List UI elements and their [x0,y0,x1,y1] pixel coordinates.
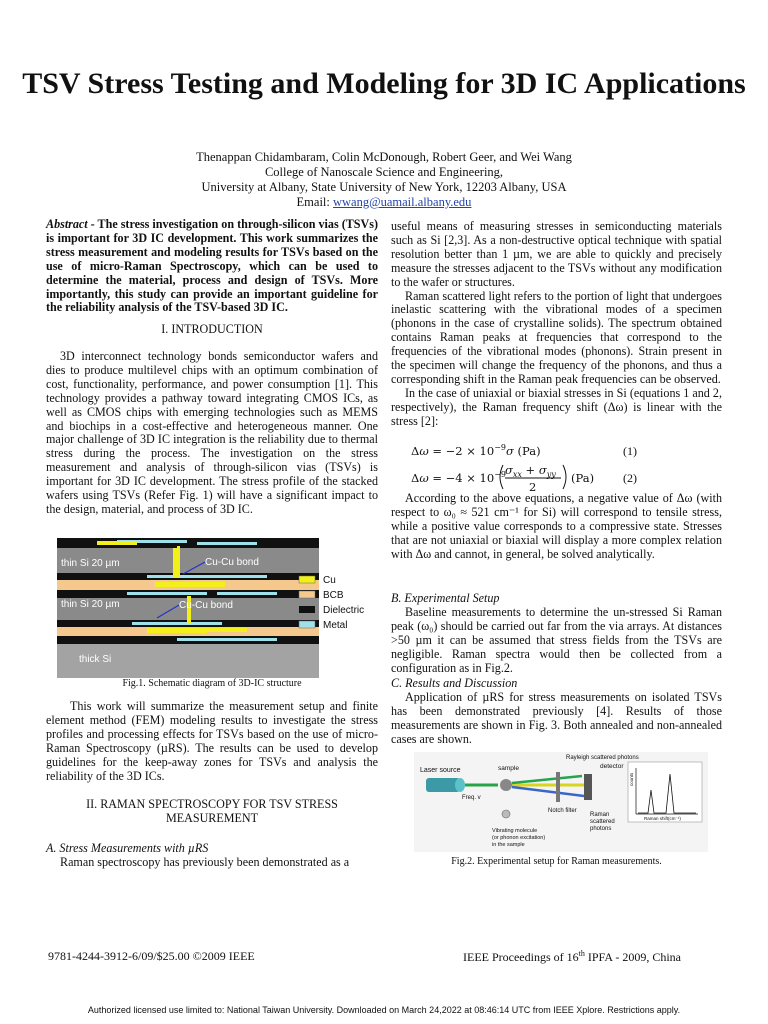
metal-line [217,592,277,595]
intro-paragraph-1 [46,350,378,517]
subsection-c-text: Application of µRS for stress measurements on isolated TSVs has been demonstrated previously [4]. Results of those measurements are shown in Fig. 3. Both annealed and non-annealed cases are shown. [391,690,722,746]
abstract-text: The stress investigation on through-silicon vias (TSVs) is important for 3D IC development. This work summarizes the stress measurement and modeling results for TSVs based on the use of micro-Raman Spectroscopy, which can be used to determine the material, process and design of TSVs. More importantly, this study can provide an important guideline for the reliability analysis of the TSV-based 3D IC. [46,217,378,315]
legend-swatch-dielectric [299,606,315,613]
footer-proceedings [463,949,681,965]
laser-label: Laser source [420,767,461,774]
rayleigh-label: Rayleigh scattered photons [566,755,639,761]
equation-1: $\Delta\omega = -2 \times 10^{-9}\sigma$ (Pa) [411,443,541,458]
metal-line [177,638,277,641]
section-2-heading [46,798,378,826]
equation-2: $\Delta\omega = -4 \times 10^{-9}$ [411,470,506,485]
label-cu-bond-1: Cu-Cu bond [205,557,259,568]
author-block [0,150,768,210]
figure-1-caption: Fig.1. Schematic diagram of 3D-IC structure [122,678,302,689]
right-p3-text: In the case of uniaxial or biaxial stresses in Si (equations 1 and 2, respectively), the Raman frequency shift (Δω) is linear with the stress [2]: [391,385,722,428]
paper-title: TSV Stress Testing and Modeling for 3D IC Applications [22,67,746,100]
vibrating-molecule-icon [502,810,510,818]
intro-p2-text: This work will summarize the measurement setup and finite element method (FEM) modeling results to investigate the stress profiles and processing effects for TSVs based on the use of micro-Raman Spectroscopy (µRS). The results can be used to develop guidelines for the keep-away zones for TSVs and analysis the reliability of the 3D ICs. [46,699,378,783]
freq-label: Freq. v [462,795,481,801]
cu-bond [207,628,247,632]
abstract-label: Abstract - [46,217,95,231]
subsection-b-heading: B. Experimental Setup [391,591,500,605]
raman-label-line-2: scattered [590,819,615,825]
equations [411,441,711,493]
intro-paragraph-2 [46,700,378,783]
sample-label: sample [498,765,519,772]
cu-tsv [173,548,178,578]
cu-bond [147,628,207,633]
vibrating-label-2: (or phonon excitation) [492,835,546,841]
detector [584,774,592,800]
authorized-use-notice: Authorized licensed use limited to: National Taiwan University. Downloaded on March 24,2022 at 08:46:14 UTC from IEEE Xplore. Restrictions apply. [87,1005,681,1015]
label-thin-si-2: thin Si 20 µm [61,599,120,610]
subsection-a-heading: A. Stress Measurements with µRS [46,841,209,855]
email-link[interactable]: wwang@uamail.albany.edu [333,195,472,209]
subsection-a-paragraph [46,856,378,870]
figure-2 [414,752,708,852]
figure-2-caption: Fig.2. Experimental setup for Raman measurements. [451,856,662,867]
footer-proceedings-pre: IEEE Proceedings of 16 [463,950,579,964]
figure-1-diagram [57,538,377,678]
section-1-heading: I. INTRODUCTION [161,322,263,336]
metal-line [147,575,267,578]
equation-2-numerator: $\sigma_{xx} + \sigma_{yy}$ [505,463,556,479]
legend-swatch-cu [299,576,315,583]
spectrum-counts-label: counts [629,772,634,786]
laser-body [426,778,460,792]
legend-cu: Cu [323,575,336,586]
email-line [0,195,768,210]
dielectric-top [57,538,319,548]
intro-p1-text: 3D interconnect technology bonds semiconductor wafers and dies to produce multilevel chips with an optimum combination of cost, functionality, performance, and power consumption [1]. This technology provides a pathway toward integrating CMOS ICs, as well as CMOS chips with emerging technologies such as MEMS and biochips in a cost-effective and heterogeneous manner. One major challenge of 3D IC integration is the reliability due to thermal stress during the process. The investigation on the stress measurement and analysis of through-silicon vias (TSVs) is important for 3D IC development. The stress profile of the stacked wafers using TSVs (Refer Fig. 1) will have a significant impact to the design, material, and process of 3D IC. [46,349,378,516]
laser-aperture [455,778,465,792]
author-names: Thenappan Chidambaram, Colin McDonough, Robert Geer, and Wei Wang [196,150,572,164]
legend-bcb: BCB [323,590,344,601]
notch-label: Notch filter [548,808,577,814]
footer-proceedings-post: IPFA - 2009, China [584,950,681,964]
section-2-heading-line-1: II. RAMAN SPECTROSCOPY FOR TSV STRESS [86,797,338,811]
metal-line [127,592,207,595]
right-column-top [391,220,722,429]
metal-line [197,542,257,545]
metal-line [132,622,222,625]
legend-dielectric: Dielectric [323,605,365,616]
vibrating-label-1: Vibrating molecule [492,828,538,834]
equation-1-number: (1) [623,444,637,458]
subsection-c-heading: C. Results and Discussion [391,676,518,690]
figure-2-diagram [414,752,708,852]
right-p2-text: Raman scattered light refers to the portion of light that undergoes inelastic scattering with the vibrational modes of a specimen (phonons in the case of crystalline solids). The spectrum obtained contains Raman peaks at frequencies that correspond to the frequencies of the vibrational modes (phonons). Strain present in the specimen will change the frequency of the phonons, and thus a corresponding shift in the Raman peak frequencies can be observed. [391,288,722,386]
right-column-mid [391,492,722,562]
affiliation-line-1: College of Nanoscale Science and Engineering, [264,165,504,179]
affiliation-line-2: University at Albany, State University of New York, 12203 Albany, USA [201,180,567,194]
legend-metal: Metal [323,620,348,631]
label-cu-bond-2: Cu-Cu bond [179,600,233,611]
equation-2-right-paren [563,465,566,489]
equation-graphics [411,441,711,493]
sample-molecule [500,779,512,791]
section-2-heading-line-2: MEASUREMENT [165,810,259,825]
cu-bond [155,582,225,587]
spectrum-shift-label: Raman shift(cm⁻¹) [644,816,681,821]
subsection-b-paragraph [391,606,722,676]
subsection-c-paragraph [391,691,722,747]
email-label: Email: [296,195,330,209]
subsection-b-text: Baseline measurements to determine the un-stressed Si Raman peak (ω₀) should be carried out far from the via arrays. At distances >50 µm it can be assumed that stress fields from the TSVs are negligible. Raman spectra would then be collected from a configuration as in Fig.2. [391,605,722,675]
equation-2-number: (2) [623,471,637,485]
abstract [46,218,378,315]
footer-proceedings-sup: th [578,949,585,958]
legend-swatch-metal [299,621,315,628]
detector-label: detector [600,763,624,770]
figure-1 [57,538,377,678]
cu-pad [97,541,137,545]
notch-filter [556,772,560,802]
footer-copyright: 9781-4244-3912-6/09/$25.00 ©2009 IEEE [48,949,255,963]
vibrating-label-3: in the sample [492,842,525,848]
equation-2-unit: (Pa) [571,471,595,485]
right-p4-text: According to the above equations, a negative value of Δω (with respect to ω₀ ≈ 521 cm⁻¹ for Si) will correspond to tensile stress, while a positive value corresponds to a compressive state. Stresses that are not uniaxial or biaxial will display a more complex relation with Δω and cannot, in general, be solved analytically. [391,491,722,561]
equation-2-denominator: 2 [529,480,537,493]
subsection-a-text: Raman spectroscopy has previously been demonstrated as a [60,855,350,869]
raman-label-line-3: photons [590,826,612,832]
label-thick-si: thick Si [79,654,112,665]
raman-label-line-1: Raman [590,812,610,818]
legend-swatch-bcb [299,591,315,598]
right-p1-text: useful means of measuring stresses in semiconducting materials such as Si [2,3]. As a non-destructive optical technique with spatial resolution better than 1 µm, we are able to quickly and precisely measure the stresses adjacent to the TSVs without any modification to the wafer or structures. [391,219,722,289]
label-thin-si-1: thin Si 20 µm [61,558,120,569]
